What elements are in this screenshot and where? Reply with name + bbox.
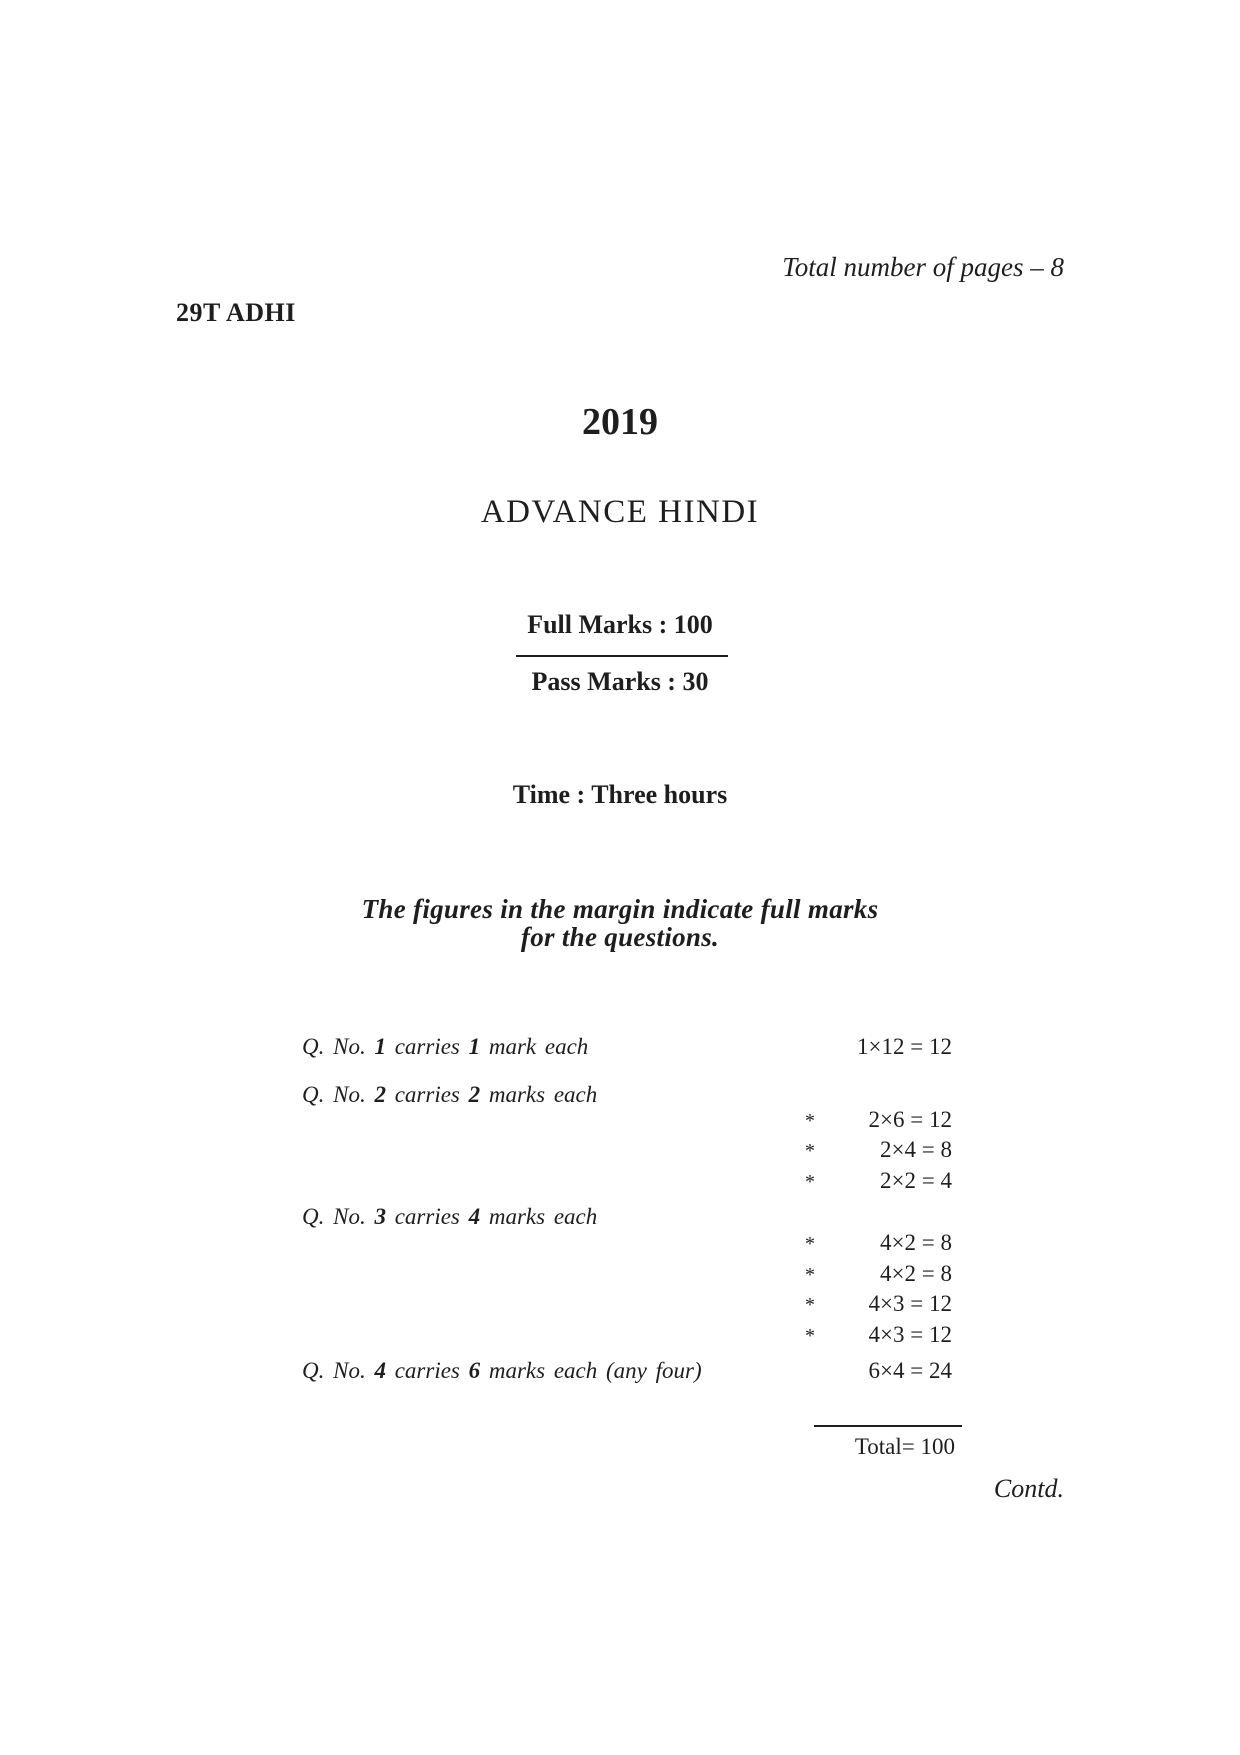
q2-label: Q. No. 2 carries 2 marks each — [302, 1082, 598, 1107]
exam-time: Time : Three hours — [512, 780, 728, 809]
q2-row-3-star: * — [805, 1171, 815, 1193]
full-marks: Full Marks : 100 — [527, 610, 713, 639]
pass-marks: Pass Marks : 30 — [531, 667, 709, 696]
q4-calc: 6×4 = 24 — [868, 1358, 952, 1383]
q1-calc: 1×12 = 12 — [857, 1034, 952, 1059]
q2-row-1-calc: 2×6 = 12 — [868, 1107, 952, 1132]
q3-label: Q. No. 3 carries 4 marks each — [302, 1204, 598, 1229]
q3-row-2-star: * — [805, 1264, 815, 1286]
q2-row-1-star: * — [805, 1110, 815, 1132]
q3-row-1-star: * — [805, 1233, 815, 1255]
q3-row-4-calc: 4×3 = 12 — [868, 1322, 952, 1347]
q2-row-2-calc: 2×4 = 8 — [880, 1137, 952, 1162]
q1-label: Q. No. 1 carries 1 mark each — [302, 1034, 589, 1059]
instruction-line-1: The figures in the margin indicate full marks — [361, 894, 879, 924]
q2-row-2-star: * — [805, 1140, 815, 1162]
contd-note: Contd. — [993, 1474, 1064, 1503]
paper-code: 29T ADHI — [176, 298, 296, 327]
exam-year: 2019 — [582, 401, 658, 443]
q3-row-4-star: * — [805, 1325, 815, 1347]
total-pages-note: Total number of pages – 8 — [782, 252, 1064, 282]
instruction-line-2: for the questions. — [520, 922, 720, 952]
q3-row-3-star: * — [805, 1294, 815, 1316]
q3-row-3-calc: 4×3 = 12 — [868, 1291, 952, 1316]
total-divider — [814, 1425, 962, 1427]
total-marks: Total= 100 — [854, 1434, 955, 1459]
q3-row-1-calc: 4×2 = 8 — [880, 1230, 952, 1255]
marks-divider — [516, 655, 728, 657]
subject-title: ADVANCE HINDI — [480, 494, 760, 530]
q2-row-3-calc: 2×2 = 4 — [880, 1168, 952, 1193]
q4-label: Q. No. 4 carries 6 marks each (any four) — [302, 1358, 702, 1383]
q3-row-2-calc: 4×2 = 8 — [880, 1261, 952, 1286]
